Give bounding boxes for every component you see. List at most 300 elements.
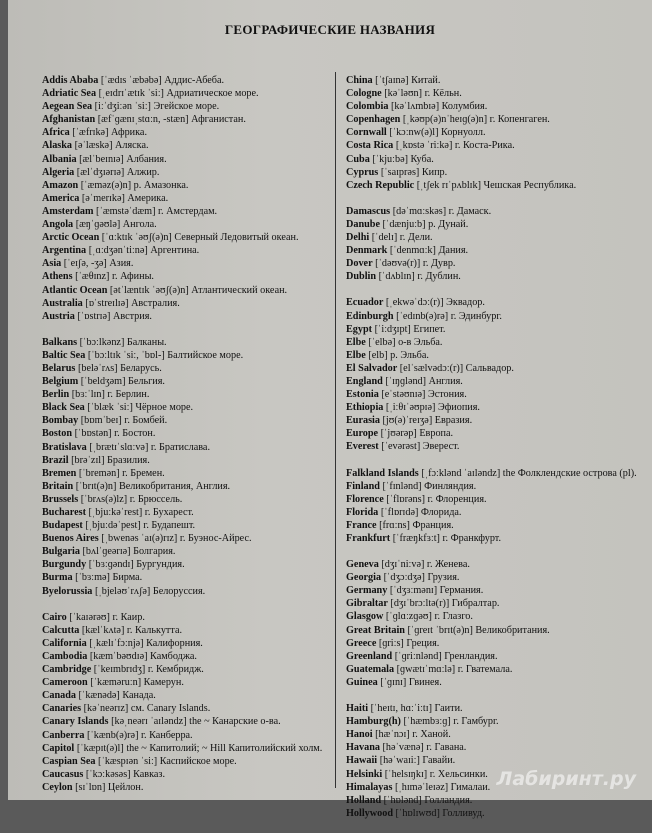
entry-headword: Egypt	[346, 323, 373, 335]
dictionary-entry	[42, 375, 324, 388]
entry-definition: [ətˈlæntɪk ˈəʊʃ(ə)n] Атлантический океан.	[107, 284, 288, 296]
right-column	[346, 74, 638, 833]
entry-definition: [iːˈdʒiːən ˈsiː] Эгейское море.	[92, 101, 220, 113]
entry-definition: [ˌiːθɪˈəʊpɪə] Эфиопия.	[383, 402, 480, 414]
dictionary-entry	[346, 100, 638, 113]
entry-definition: [ˌtʃek rɪˈpʌblɪk] Чешская Республика.	[414, 179, 577, 191]
entry-headword: Ceylon	[42, 781, 73, 793]
entry-headword: Denmark	[346, 245, 388, 257]
letter-group	[346, 74, 638, 192]
entry-headword: Dublin	[346, 271, 377, 283]
entry-headword: Cameroon	[42, 677, 88, 689]
dictionary-entry	[42, 205, 324, 218]
entry-definition: [ˈeɪʃə, -ʒə] Азия.	[61, 258, 134, 270]
dictionary-entry	[42, 532, 324, 545]
entry-headword: Europe	[346, 428, 379, 440]
entry-headword: Buenos Aires	[42, 533, 99, 545]
entry-definition: [kəˈləʊn] г. Кёльн.	[381, 88, 462, 100]
entry-headword: Albania	[42, 153, 77, 165]
entry-headword: Cairo	[42, 611, 67, 623]
entry-definition: [ˈɑːktɪk ˈəʊʃ(ə)n] Северный Ледовитый океан.	[99, 232, 299, 244]
entry-headword: Baltic Sea	[42, 349, 86, 361]
entry-headword: Falkland Islands	[346, 467, 419, 479]
dictionary-entry	[346, 349, 638, 362]
dictionary-entry	[346, 584, 638, 597]
entry-headword: Bratislava	[42, 441, 87, 453]
entry-definition: [ˈɪŋɡlənd] Англия.	[382, 375, 463, 387]
entry-headword: Capitol	[42, 742, 75, 754]
entry-definition: [ˌekwəˈdɔː(r)] Эквадор.	[383, 297, 485, 309]
entry-headword: Finland	[346, 480, 380, 492]
entry-headword: Glasgow	[346, 611, 384, 623]
entry-headword: Cyprus	[346, 166, 379, 178]
entry-definition: [ˈædɪs ˈæbəbə] Аддис-Абеба.	[98, 75, 225, 86]
entry-headword: Addis Ababa	[42, 75, 99, 86]
entry-headword: Balkans	[42, 336, 78, 348]
dictionary-entry	[42, 349, 324, 362]
dictionary-entry	[346, 87, 638, 100]
column-divider	[335, 72, 336, 788]
entry-definition: [dəˈmɑːskəs] г. Дамаск.	[390, 205, 492, 217]
dictionary-entry	[346, 440, 638, 453]
entry-headword: Delhi	[346, 232, 370, 244]
entry-definition: [kəˌneərɪ ˈaɪləndz] the ~ Канарские о-ва.	[108, 716, 281, 728]
entry-definition: [həˈvænə] г. Гавана.	[379, 742, 467, 754]
dictionary-entry	[346, 139, 638, 152]
dictionary-entry	[42, 153, 324, 166]
dictionary-entry	[346, 794, 638, 807]
entry-headword: Alaska	[42, 140, 73, 152]
dictionary-entry	[42, 310, 324, 323]
entry-definition: [ˈbɜːmə] Бирма.	[72, 572, 143, 584]
entry-definition: [ˈevərəst] Эверест.	[378, 441, 460, 453]
entry-headword: Guatemala	[346, 663, 395, 675]
dictionary-entry	[42, 755, 324, 768]
entry-definition: [ˈdænjuːb] р. Дунай.	[379, 218, 469, 230]
entry-headword: France	[346, 519, 377, 531]
entry-definition: [ɡwætɪˈmɑːlə] г. Гватемала.	[394, 663, 513, 675]
dictionary-entry	[42, 441, 324, 454]
dictionary-entry	[42, 715, 324, 728]
entry-headword: Asia	[42, 258, 62, 270]
entry-headword: Havana	[346, 742, 380, 754]
entry-definition: [ˈdʌblɪn] г. Дублин.	[376, 271, 461, 283]
dictionary-entry	[42, 585, 324, 598]
entry-headword: Dover	[346, 258, 373, 270]
dictionary-entry	[42, 388, 324, 401]
dictionary-entry	[42, 139, 324, 152]
dictionary-entry	[42, 231, 324, 244]
entry-headword: Holland	[346, 794, 382, 806]
entry-headword: Danube	[346, 218, 380, 230]
entry-definition: [kæmˈbəʊdɪə] Камбоджа.	[87, 650, 197, 662]
entry-definition: [həˈwaɪiː] Гавайи.	[377, 755, 456, 767]
entry-headword: Caspian Sea	[42, 755, 96, 767]
dictionary-entry	[42, 768, 324, 781]
entry-definition: [ˈbɒstən] г. Бостон.	[72, 428, 156, 440]
entry-headword: Cuba	[346, 153, 370, 165]
entry-headword: Everest	[346, 441, 379, 453]
entry-headword: Bucharest	[42, 507, 86, 518]
entry-headword: Hawaii	[346, 755, 378, 767]
dictionary-entry	[346, 624, 638, 637]
entry-definition: [ˈɡriːnlənd] Гренландия.	[392, 650, 498, 662]
entry-definition: [ˌfɔːklənd ˈaɪləndz] the Фолклендские острова (pl).	[418, 467, 637, 479]
entry-definition: [ˈfɪnlənd] Финляндия.	[379, 480, 477, 492]
dictionary-entry	[42, 781, 324, 794]
dictionary-entry	[346, 676, 638, 689]
entry-headword: Canberra	[42, 729, 85, 741]
entry-definition: [ˌbjuːdəˈpest] г. Будапешт.	[82, 520, 196, 532]
entry-definition: [ælˈbeɪnɪə] Албания.	[76, 153, 167, 165]
dictionary-entry	[346, 480, 638, 493]
entry-headword: Hamburg(h)	[346, 716, 401, 728]
entry-definition: [ˈkæspɪən ˈsiː] Каспийское море.	[95, 755, 237, 767]
entry-definition: [ˈelbə] о-в Эльба.	[365, 336, 443, 348]
entry-definition: [ˈkjuːbə] Куба.	[369, 153, 434, 165]
dictionary-entry	[346, 231, 638, 244]
entry-headword: Africa	[42, 127, 70, 139]
dictionary-entry	[42, 126, 324, 139]
entry-headword: Cambodia	[42, 650, 88, 662]
dictionary-entry	[346, 323, 638, 336]
entry-definition: [ˌkælɪˈfɔːnjə] Калифорния.	[86, 637, 203, 649]
entry-headword: Bulgaria	[42, 546, 80, 558]
dictionary-entry	[42, 729, 324, 742]
entry-headword: Germany	[346, 585, 388, 597]
entry-headword: Czech Republic	[346, 179, 415, 191]
entry-definition: [ˈtʃaɪnə] Китай.	[372, 75, 441, 86]
dictionary-entry	[346, 754, 638, 767]
left-column	[42, 74, 324, 807]
entry-headword: Burma	[42, 572, 73, 584]
dictionary-entry	[42, 742, 324, 755]
dictionary-entry	[42, 650, 324, 663]
dictionary-entry	[346, 519, 638, 532]
entry-definition: [ˈkeɪmbrɪdʒ] г. Кембридж.	[91, 664, 204, 676]
entry-headword: Eurasia	[346, 415, 380, 427]
dictionary-entry	[346, 257, 638, 270]
letter-group	[346, 702, 638, 820]
entry-headword: Haiti	[346, 703, 369, 715]
entry-definition: [brəˈzɪl] Бразилия.	[68, 454, 150, 466]
entry-definition: [ˈbremən] г. Бремен.	[76, 467, 165, 479]
dictionary-entry	[346, 74, 638, 87]
entry-headword: Gibraltar	[346, 598, 388, 610]
dictionary-entry	[346, 336, 638, 349]
entry-headword: Canaries	[42, 703, 82, 715]
entry-headword: Damascus	[346, 205, 391, 217]
entry-headword: Atlantic Ocean	[42, 284, 108, 296]
dictionary-entry	[346, 166, 638, 179]
dictionary-entry	[42, 624, 324, 637]
entry-definition: [ˈæmstəˈdæm] г. Амстердам.	[93, 205, 218, 217]
entry-definition: [ˈkænb(ə)rə] г. Канберра.	[84, 729, 193, 741]
entry-definition: [bʌlˈɡeərɪə] Болгария.	[79, 546, 176, 558]
entry-definition: [ˈæfrɪkə] Африка.	[69, 127, 147, 139]
entry-definition: [dʒɪˈbrɔːltə(r)] Гибралтар.	[387, 598, 500, 610]
dictionary-entry	[346, 571, 638, 584]
entry-headword: Greenland	[346, 650, 393, 662]
entry-headword: Belarus	[42, 362, 76, 374]
dictionary-entry	[346, 153, 638, 166]
dictionary-page	[8, 0, 652, 819]
entry-headword: Frankfurt	[346, 533, 391, 544]
entry-definition: [ˈjʊərəp] Европа.	[378, 428, 454, 440]
dictionary-entry	[346, 218, 638, 231]
letter-group	[346, 205, 638, 284]
entry-headword: Himalayas	[346, 781, 393, 793]
dictionary-entry	[346, 414, 638, 427]
entry-definition: [ˈbɔːlkənz] Балканы.	[77, 336, 167, 348]
dictionary-entry	[346, 663, 638, 676]
dictionary-entry	[346, 741, 638, 754]
entry-headword: Cambridge	[42, 664, 92, 676]
entry-definition: [ˈdenmɑːk] Дания.	[387, 245, 469, 257]
entry-definition: [ˈhɒlɪwʊd] Голливуд.	[392, 807, 485, 819]
entry-headword: Britain	[42, 480, 74, 492]
dictionary-entry	[346, 179, 638, 192]
entry-definition: [bɜːˈlɪn] г. Берлин.	[69, 389, 150, 401]
dictionary-entry	[42, 611, 324, 624]
entry-definition: [ˈhæmbɜːɡ] г. Гамбург.	[400, 716, 499, 728]
entry-headword: Estonia	[346, 389, 379, 401]
entry-headword: Caucasus	[42, 768, 84, 780]
entry-headword: Helsinki	[346, 768, 383, 780]
dictionary-entry	[42, 179, 324, 192]
entry-definition: [ɡriːs] Греция.	[376, 637, 440, 649]
entry-definition: [ˈhelsɪŋkɪ] г. Хельсинки.	[382, 768, 488, 780]
letter-group	[346, 296, 638, 453]
dictionary-entry	[42, 689, 324, 702]
entry-headword: Georgia	[346, 572, 382, 584]
dictionary-entry	[42, 519, 324, 532]
entry-headword: Florence	[346, 493, 384, 505]
entry-definition: [ælˈdʒɪərɪə] Алжир.	[74, 166, 160, 178]
entry-definition: [ˌkɒstə ˈriːkə] г. Коста-Рика.	[393, 140, 515, 152]
page-title: ГЕОГРАФИЧЕСКИЕ НАЗВАНИЯ	[224, 22, 436, 37]
entry-definition: [ˈflɒrəns] г. Флоренция.	[383, 493, 487, 505]
dictionary-entry	[42, 467, 324, 480]
entry-headword: Calcutta	[42, 624, 80, 636]
entry-headword: Australia	[42, 297, 83, 309]
entry-definition: [ˈblæk ˈsiː] Чёрное море.	[84, 402, 194, 414]
dictionary-entry	[42, 100, 324, 113]
entry-headword: Byelorussia	[42, 585, 93, 597]
dictionary-entry	[42, 637, 324, 650]
entry-definition: [kəˈneərɪz] см. Canary Islands.	[81, 703, 211, 715]
dictionary-entry	[42, 192, 324, 205]
dictionary-entry	[346, 610, 638, 623]
entry-headword: China	[346, 75, 373, 86]
dictionary-entry	[42, 571, 324, 584]
entry-headword: Elbe	[346, 349, 366, 361]
entry-headword: Canary Islands	[42, 716, 109, 728]
dictionary-entry	[346, 296, 638, 309]
entry-definition: [ˌbjeləʊˈrʌʃə] Белоруссия.	[92, 585, 206, 597]
entry-definition: [ˈedɪnb(ə)rə] г. Эдинбург.	[393, 310, 502, 322]
entry-headword: America	[42, 192, 80, 204]
entry-definition: [ˈkæməruːn] Камерун.	[87, 677, 184, 689]
entry-definition: [ˈdəʊvə(r)] г. Дувр.	[372, 258, 456, 270]
dictionary-entry	[346, 244, 638, 257]
dictionary-entry	[42, 480, 324, 493]
entry-definition: [ˌbrætɪˈslɑːvə] г. Братислава.	[86, 441, 210, 453]
entry-definition: [ˈɡlɑːzɡəʊ] г. Глазго.	[383, 611, 473, 623]
dictionary-entry	[346, 401, 638, 414]
entry-headword: Bombay	[42, 415, 79, 427]
entry-headword: Florida	[346, 506, 379, 518]
entry-definition: [bɒmˈbeɪ] г. Бомбей.	[78, 415, 168, 427]
entry-definition: [ˈhɒlənd] Голландия.	[381, 794, 473, 806]
entry-definition: [ˈbeldʒəm] Бельгия.	[78, 376, 165, 388]
entry-definition: [ˈɡreɪt ˈbrɪt(ə)n] Великобритания.	[404, 624, 550, 636]
entry-definition: [ˈkɔːnw(ə)l] Корнуолл.	[386, 127, 486, 139]
dictionary-entry	[42, 270, 324, 283]
dictionary-entry	[42, 663, 324, 676]
dictionary-entry	[42, 74, 324, 87]
dictionary-entry	[346, 388, 638, 401]
dictionary-entry	[346, 310, 638, 323]
entry-definition: [ˈdelɪ] г. Дели.	[369, 232, 433, 244]
dictionary-entry	[42, 257, 324, 270]
entry-headword: Ethiopia	[346, 402, 384, 414]
entry-headword: Cologne	[346, 88, 382, 100]
entry-definition: [ˈbɔːltɪk ˈsiː, ˈbɒl-] Балтийское море.	[85, 349, 244, 361]
entry-headword: Brazil	[42, 454, 69, 466]
entry-definition: [æfˈɡænɪˌstɑːn, -stæn] Афганистан.	[95, 114, 246, 126]
entry-headword: California	[42, 637, 87, 649]
entry-definition: [kəˈlʌmbɪə] Колумбия.	[388, 101, 488, 113]
entry-definition: [dʒɪˈniːvə] г. Женева.	[378, 559, 470, 571]
entry-definition: [ˈdʒɜːmənɪ] Германия.	[387, 585, 484, 597]
entry-headword: Argentina	[42, 245, 87, 257]
dictionary-entry	[42, 401, 324, 414]
entry-definition: [ˌeɪdrɪˈætɪk ˈsiː] Адриатическое море.	[96, 88, 259, 100]
dictionary-entry	[42, 218, 324, 231]
dictionary-entry	[346, 270, 638, 283]
entry-definition: [ˈkæpɪt(ə)l] the ~ Капитолий; ~ Hill Капитолийский холм.	[74, 742, 323, 754]
entry-headword: Budapest	[42, 520, 83, 532]
entry-definition: [hæˈnɔɪ] г. Ханой.	[372, 729, 451, 741]
watermark: Лабиринт.ру	[496, 768, 636, 790]
dictionary-entry	[346, 427, 638, 440]
dictionary-entry	[346, 728, 638, 741]
dictionary-entry	[346, 493, 638, 506]
entry-headword: England	[346, 375, 383, 387]
dictionary-entry	[42, 558, 324, 571]
letter-group	[346, 558, 638, 689]
entry-definition: [jʊ(ə)ˈreɪʒə] Евразия.	[379, 415, 473, 427]
dictionary-entry	[42, 414, 324, 427]
entry-headword: Angola	[42, 219, 74, 231]
entry-definition: [ˈheɪtɪ, hɑːˈiːtɪ] Гаити.	[368, 703, 463, 715]
entry-headword: Algeria	[42, 166, 75, 178]
entry-definition: [elb] р. Эльба.	[365, 349, 429, 361]
entry-headword: Adriatic Sea	[42, 88, 97, 100]
entry-definition: [ˌhɪməˈleɪəz] Гималаи.	[392, 781, 491, 793]
dictionary-entry	[346, 205, 638, 218]
dictionary-entry	[346, 597, 638, 610]
entry-headword: Afghanistan	[42, 114, 96, 126]
entry-headword: Belgium	[42, 376, 79, 388]
entry-headword: Geneva	[346, 559, 379, 571]
entry-headword: Greece	[346, 637, 377, 649]
entry-headword: Arctic Ocean	[42, 232, 100, 244]
entry-headword: Burgundy	[42, 559, 87, 571]
dictionary-entry	[42, 284, 324, 297]
entry-definition: [elˈsælvədɔː(r)] Сальвадор.	[397, 362, 514, 374]
dictionary-entry	[42, 493, 324, 506]
entry-definition: [ˈæθɪnz] г. Афины.	[72, 271, 154, 283]
entry-headword: Aegean Sea	[42, 101, 93, 113]
entry-definition: [ˈfræŋkfɜːt] г. Франкфурт.	[390, 533, 502, 544]
entry-headword: Costa Rica	[346, 140, 394, 152]
entry-definition: [ˈbrʌs(ə)lz] г. Брюссель.	[78, 493, 183, 505]
dictionary-entry	[346, 807, 638, 820]
entry-headword: Bremen	[42, 467, 77, 479]
entry-headword: Austria	[42, 310, 75, 322]
entry-headword: Edinburgh	[346, 310, 394, 322]
entry-headword: Black Sea	[42, 402, 85, 414]
dictionary-entry	[42, 362, 324, 375]
entry-definition: [ˈæməz(ə)n] р. Амазонка.	[78, 179, 189, 191]
entry-headword: Amazon	[42, 179, 79, 191]
dictionary-entry	[42, 454, 324, 467]
dictionary-entry	[42, 297, 324, 310]
entry-headword: Athens	[42, 271, 73, 283]
dictionary-entry	[42, 702, 324, 715]
dictionary-entry	[346, 375, 638, 388]
entry-headword: Amsterdam	[42, 205, 94, 217]
entry-definition: [sɪˈlɒn] Цейлон.	[72, 781, 144, 793]
entry-definition: [eˈstəʊnɪə] Эстония.	[378, 389, 467, 401]
dictionary-entry	[42, 427, 324, 440]
dictionary-entry	[42, 113, 324, 126]
entry-headword: Cornwall	[346, 127, 387, 139]
entry-headword: Copenhagen	[346, 114, 401, 126]
entry-definition: [æŋˈɡəʊlə] Ангола.	[73, 219, 157, 231]
entry-definition: [ˌbwenəs ˈaɪ(ə)rɪz] г. Буэнос-Айрес.	[98, 533, 252, 545]
dictionary-entry	[346, 467, 638, 480]
entry-headword: Hollywood	[346, 807, 393, 819]
dictionary-entry	[346, 650, 638, 663]
dictionary-entry	[346, 532, 638, 545]
dictionary-entry	[346, 637, 638, 650]
entry-headword: Hanoi	[346, 729, 373, 741]
entry-headword: Boston	[42, 428, 73, 440]
entry-definition: [ˈiːdʒɪpt] Египет.	[372, 323, 446, 335]
dictionary-entry	[346, 715, 638, 728]
dictionary-entry	[346, 702, 638, 715]
entry-definition: [ˈdʒɔːdʒə] Грузия.	[381, 572, 460, 584]
dictionary-entry	[346, 113, 638, 126]
entry-headword: El Salvador	[346, 362, 398, 374]
entry-headword: Elbe	[346, 336, 366, 348]
dictionary-entry	[42, 676, 324, 689]
entry-definition: [ˈsaɪprəs] Кипр.	[378, 166, 448, 178]
entry-headword: Brussels	[42, 493, 79, 505]
entry-definition: [ˈkɔːkəsəs] Кавказ.	[83, 768, 165, 780]
dictionary-entry	[346, 558, 638, 571]
entry-definition: [frɑːns] Франция.	[376, 519, 454, 531]
entry-definition: [ˈkænədə] Канада.	[75, 690, 156, 702]
entry-definition: [kælˈkʌtə] г. Калькутта.	[79, 624, 183, 636]
entry-definition: [ˌɑːdʒənˈtiːnə] Аргентина.	[86, 245, 200, 257]
letter-group	[346, 467, 638, 546]
entry-definition: [ˈbɜːɡəndɪ] Бургундия.	[86, 559, 185, 571]
letter-group	[42, 74, 324, 323]
